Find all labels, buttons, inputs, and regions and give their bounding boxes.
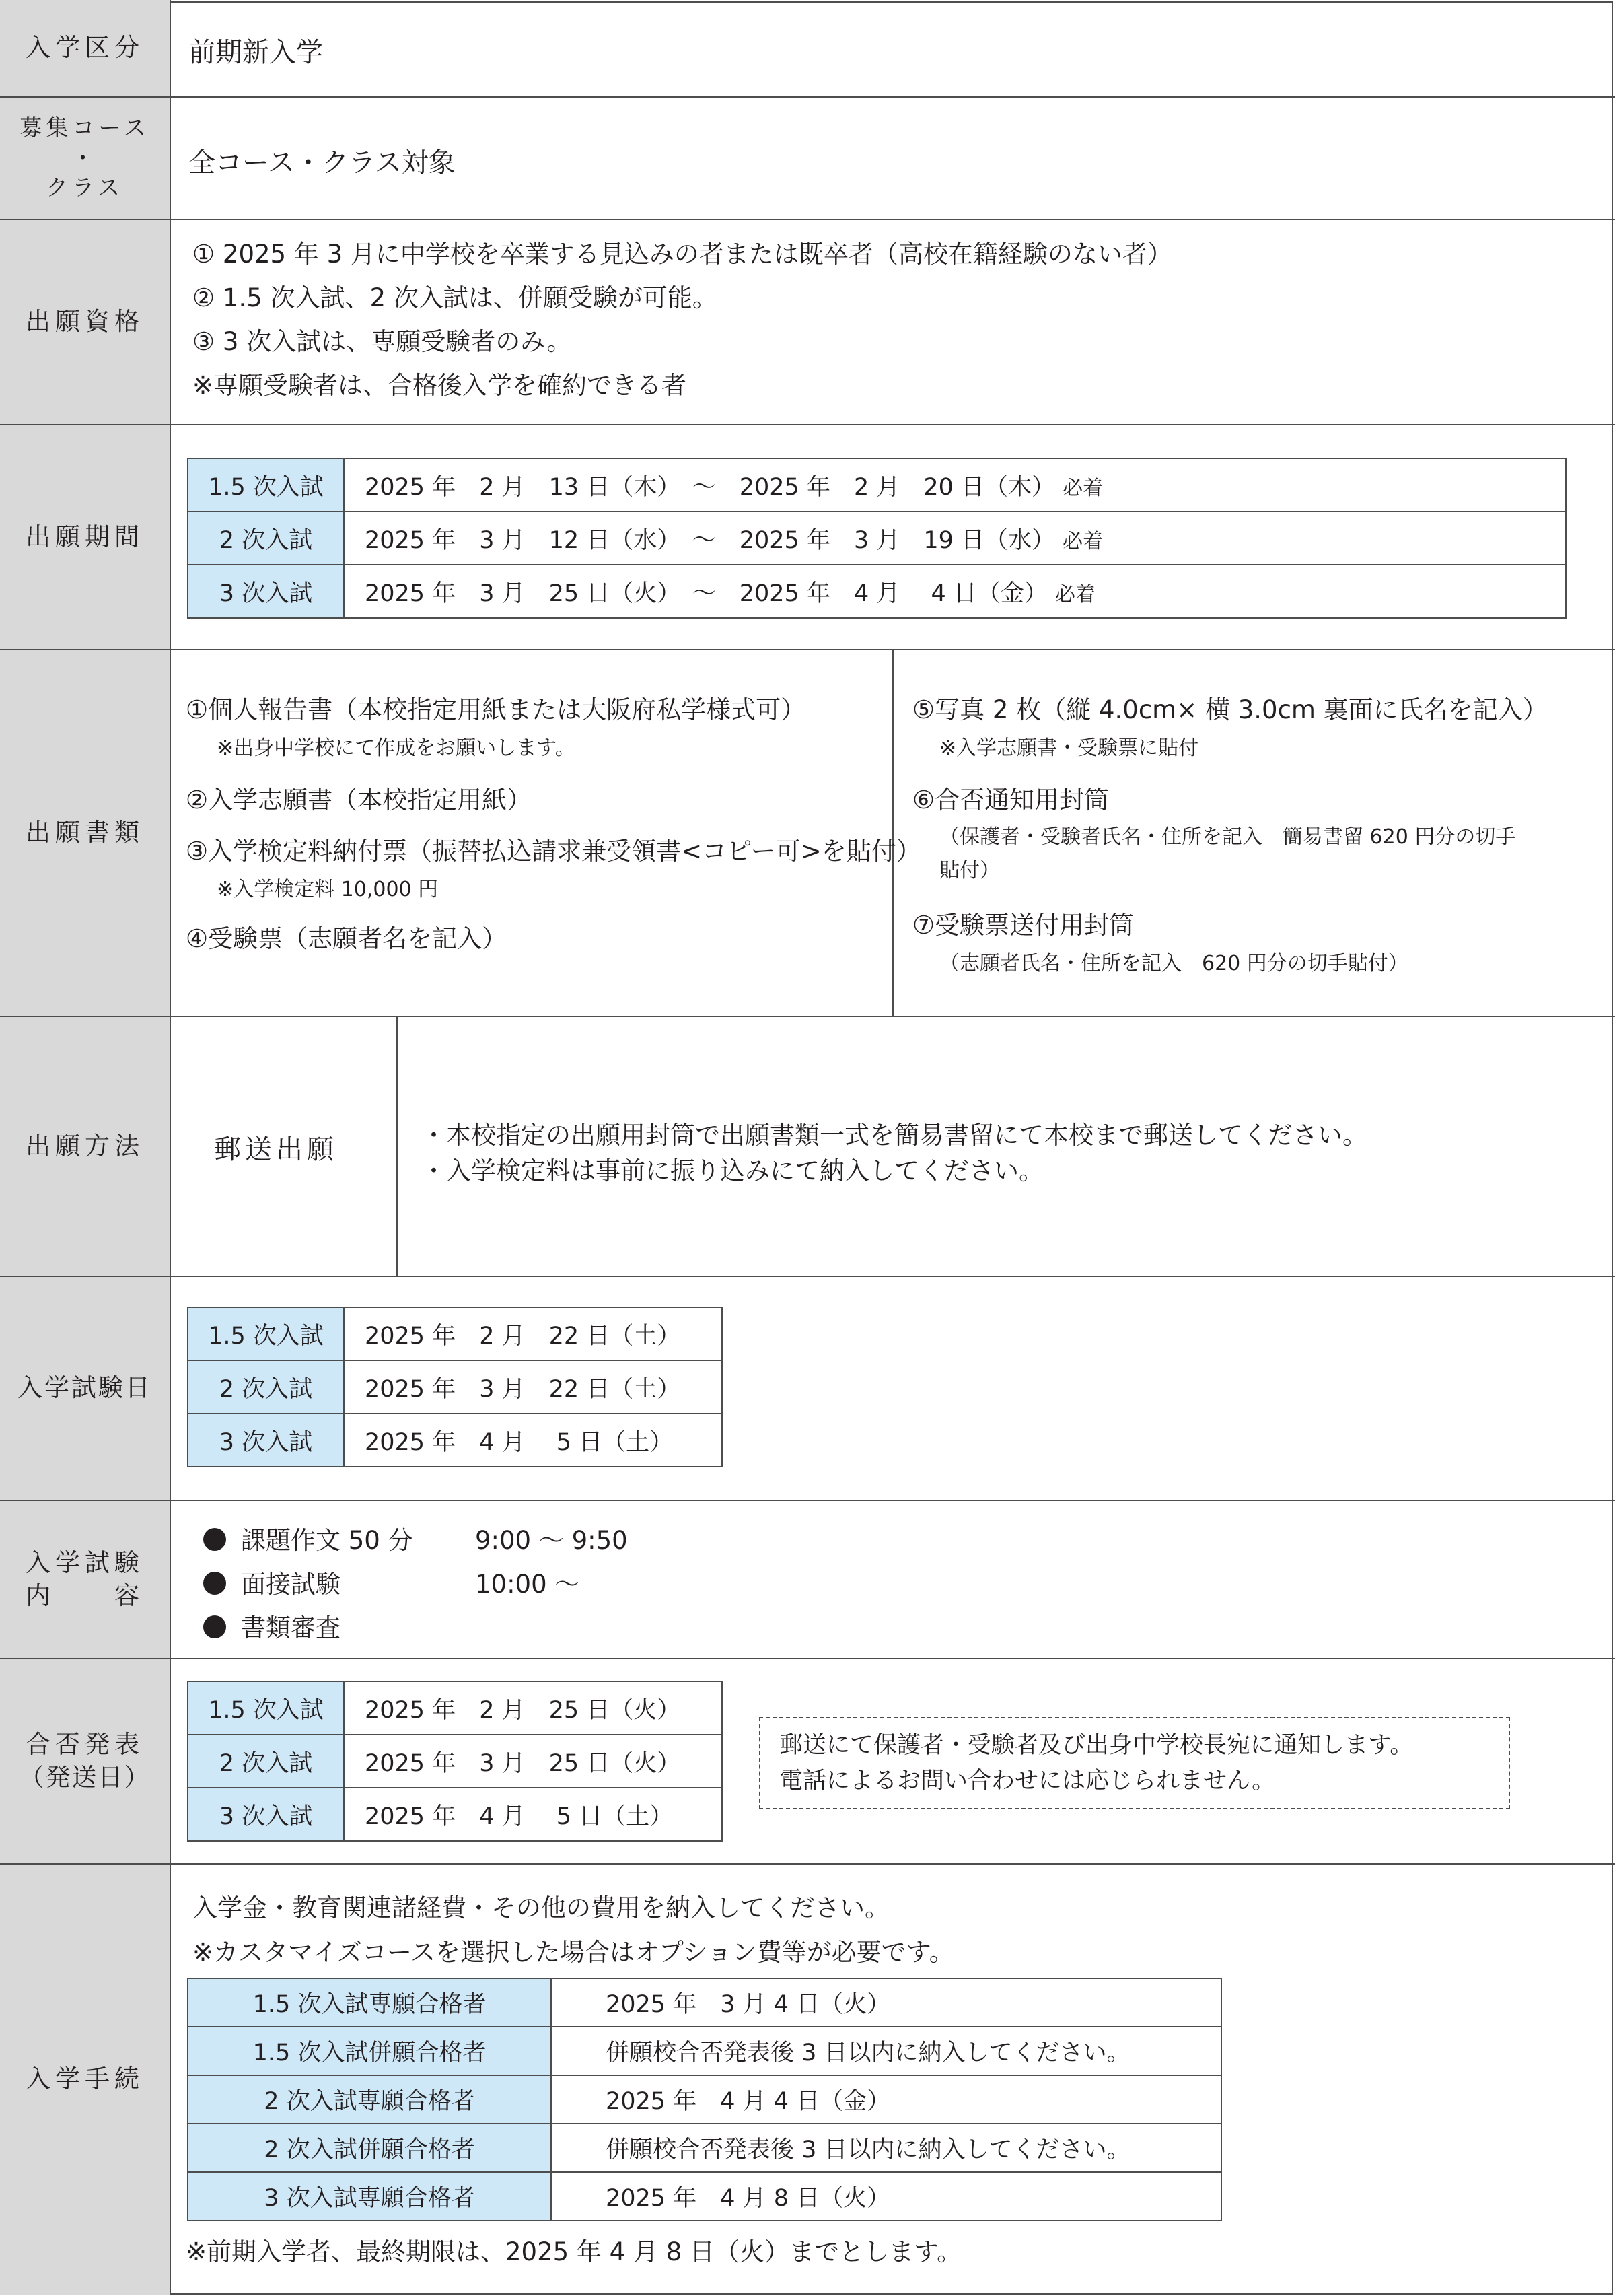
period-exam: 1.5 次入試 xyxy=(188,458,344,512)
label-procedure: 入学手続 xyxy=(0,1865,171,2295)
method-line: ・本校指定の出願用封筒で出願書類一式を簡易書留にて本校まで郵送してください。 xyxy=(421,1121,1367,1150)
period-note: 必着 xyxy=(1063,529,1104,553)
row-course xyxy=(0,98,1615,220)
row-method xyxy=(0,1017,1615,1277)
label-exam-content-line: 内 容 xyxy=(26,1580,144,1610)
period-value xyxy=(344,512,1566,565)
bullet-icon xyxy=(203,1528,226,1551)
document-note: 貼付） xyxy=(939,859,1000,882)
course-value: 全コース・クラス対象 xyxy=(188,147,456,178)
document-note: （志願者氏名・住所を記入 620 円分の切手貼付） xyxy=(939,952,1408,975)
document-item: ④受験票（志願者名を記入） xyxy=(186,924,507,953)
period-date: 2025 年 3 月 12 日（水） ～ 2025 年 3 月 19 日（水） xyxy=(365,526,1056,554)
exam-date-value: 2025 年 2 月 22 日（土） xyxy=(344,1307,722,1360)
table-row xyxy=(188,1681,722,1735)
table-row xyxy=(188,1788,722,1841)
procedure-footer: ※前期入学者、最終期限は、2025 年 4 月 8 日（火）までとします。 xyxy=(186,2237,962,2266)
label-course-line: 募集コース xyxy=(20,114,150,141)
document-item: ②入学志願書（本校指定用紙） xyxy=(186,786,532,814)
procedure-who: 2 次入試専願合格者 xyxy=(188,2075,551,2124)
row-results xyxy=(0,1659,1615,1865)
table-row xyxy=(188,1307,722,1360)
procedure-intro: ※カスタマイズコースを選択した場合はオプション費等が必要です。 xyxy=(192,1938,954,1967)
exam-item xyxy=(203,1520,413,1556)
label-category: 入学区分 xyxy=(0,0,171,96)
exam-date-value: 2025 年 4 月 5 日（土） xyxy=(344,1414,722,1467)
method-type: 郵送出願 xyxy=(214,1134,338,1165)
results-value: 2025 年 2 月 25 日（火） xyxy=(344,1681,722,1735)
category-value: 前期新入学 xyxy=(188,37,323,68)
exam-date-value: 2025 年 3 月 22 日（土） xyxy=(344,1360,722,1414)
period-date: 2025 年 3 月 25 日（火） ～ 2025 年 4 月 4 日（金） xyxy=(365,580,1048,607)
procedure-who: 2 次入試併願合格者 xyxy=(188,2124,551,2172)
qualification-line: ③ 3 次入試は、専願受験者のみ。 xyxy=(192,327,572,356)
procedure-value: 併願校合否発表後 3 日以内に納入してください。 xyxy=(551,2124,1221,2172)
exam-item-name: 課題作文 50 分 xyxy=(241,1526,413,1555)
label-exam-content xyxy=(0,1501,171,1658)
document-note: ※入学検定料 10,000 円 xyxy=(217,878,439,901)
label-documents: 出願書類 xyxy=(0,650,171,1016)
table-row xyxy=(188,2124,1221,2172)
exam-item-time: 10:00 ～ xyxy=(475,1570,580,1599)
exam-date-exam: 1.5 次入試 xyxy=(188,1307,344,1360)
document-item: ①個人報告書（本校指定用紙または大阪府私学様式可） xyxy=(186,695,806,724)
results-notice xyxy=(759,1717,1510,1809)
exam-item xyxy=(203,1607,340,1644)
exam-item xyxy=(203,1564,340,1600)
results-table xyxy=(187,1681,723,1842)
period-exam: 3 次入試 xyxy=(188,565,344,618)
period-exam: 2 次入試 xyxy=(188,512,344,565)
label-exam-date: 入学試験日 xyxy=(0,1277,171,1500)
label-course-line: クラス xyxy=(45,174,124,201)
table-row xyxy=(188,512,1566,565)
document-item: ⑤写真 2 枚（縦 4.0cm× 横 3.0cm 裏面に氏名を記入） xyxy=(912,695,1548,724)
period-note: 必着 xyxy=(1063,476,1104,500)
row-category xyxy=(0,0,1615,98)
period-table xyxy=(187,458,1567,619)
period-date: 2025 年 2 月 13 日（木） ～ 2025 年 2 月 20 日（木） xyxy=(365,473,1056,501)
bullet-icon xyxy=(203,1572,226,1595)
results-exam: 2 次入試 xyxy=(188,1735,344,1788)
results-value: 2025 年 3 月 25 日（火） xyxy=(344,1735,722,1788)
document-note: ※出身中学校にて作成をお願いします。 xyxy=(217,736,575,760)
document-note: ※入学志願書・受験票に貼付 xyxy=(939,736,1199,760)
table-row xyxy=(188,1735,722,1788)
exam-item-name: 面接試験 xyxy=(241,1570,340,1599)
label-exam-content-line: 入学試験 xyxy=(26,1548,144,1578)
qualification-line: ② 1.5 次入試、2 次入試は、併願受験が可能。 xyxy=(192,283,717,312)
results-exam: 3 次入試 xyxy=(188,1788,344,1841)
label-method: 出願方法 xyxy=(0,1017,171,1276)
label-qualification: 出願資格 xyxy=(0,220,171,424)
row-procedure xyxy=(0,1865,1615,2295)
procedure-who: 3 次入試専願合格者 xyxy=(188,2172,551,2221)
label-course xyxy=(0,98,171,219)
method-line: ・入学検定料は事前に振り込みにて納入してください。 xyxy=(421,1156,1044,1185)
document-note: （保護者・受験者氏名・住所を記入 簡易書留 620 円分の切手 xyxy=(939,825,1516,849)
results-value: 2025 年 4 月 5 日（土） xyxy=(344,1788,722,1841)
procedure-value: 2025 年 4 月 4 日（金） xyxy=(551,2075,1221,2124)
results-exam: 1.5 次入試 xyxy=(188,1681,344,1735)
table-row xyxy=(188,1978,1221,2027)
procedure-value: 併願校合否発表後 3 日以内に納入してください。 xyxy=(551,2027,1221,2075)
label-course-line: ・ xyxy=(71,144,98,171)
qualification-line: ① 2025 年 3 月に中学校を卒業する見込みの者または既卒者（高校在籍経験のない者） xyxy=(192,240,1172,269)
row-documents xyxy=(0,650,1615,1017)
row-qualification xyxy=(0,220,1615,425)
procedure-intro: 入学金・教育関連諸経費・その他の費用を納入してください。 xyxy=(192,1893,890,1922)
table-row xyxy=(188,2075,1221,2124)
results-notice-line: 郵送にて保護者・受験者及び出身中学校長宛に通知します。 xyxy=(779,1732,1414,1759)
bullet-icon xyxy=(203,1615,226,1638)
exam-date-table xyxy=(187,1307,723,1467)
table-row xyxy=(188,1414,722,1467)
label-results-line: （発送日） xyxy=(19,1762,151,1792)
procedure-who: 1.5 次入試併願合格者 xyxy=(188,2027,551,2075)
document-item: ⑥合否通知用封筒 xyxy=(912,786,1110,814)
row-period xyxy=(0,425,1615,650)
table-row xyxy=(188,565,1566,618)
procedure-value: 2025 年 3 月 4 日（火） xyxy=(551,1978,1221,2027)
table-row xyxy=(188,2172,1221,2221)
period-value xyxy=(344,565,1566,618)
label-results-line: 合否発表 xyxy=(26,1730,144,1760)
exam-date-exam: 2 次入試 xyxy=(188,1360,344,1414)
row-exam-content xyxy=(0,1501,1615,1659)
qualification-line: ※専願受験者は、合格後入学を確約できる者 xyxy=(192,371,687,400)
label-period: 出願期間 xyxy=(0,425,171,649)
exam-date-exam: 3 次入試 xyxy=(188,1414,344,1467)
table-row xyxy=(188,2027,1221,2075)
label-results xyxy=(0,1659,171,1863)
exam-item-time: 9:00 ～ 9:50 xyxy=(475,1526,628,1555)
table-row xyxy=(188,458,1566,512)
row-exam-date xyxy=(0,1277,1615,1501)
procedure-who: 1.5 次入試専願合格者 xyxy=(188,1978,551,2027)
procedure-value: 2025 年 4 月 8 日（火） xyxy=(551,2172,1221,2221)
document-item: ⑦受験票送付用封筒 xyxy=(912,911,1135,940)
table-row xyxy=(188,1360,722,1414)
exam-item-name: 書類審査 xyxy=(241,1613,340,1642)
procedure-table xyxy=(187,1978,1222,2221)
document-item: ③入学検定料納付票（振替払込請求兼受領書<コピー可>を貼付） xyxy=(186,837,921,866)
results-notice-line: 電話によるお問い合わせには応じられません。 xyxy=(779,1767,1276,1795)
period-value xyxy=(344,458,1566,512)
period-note: 必着 xyxy=(1055,582,1096,606)
